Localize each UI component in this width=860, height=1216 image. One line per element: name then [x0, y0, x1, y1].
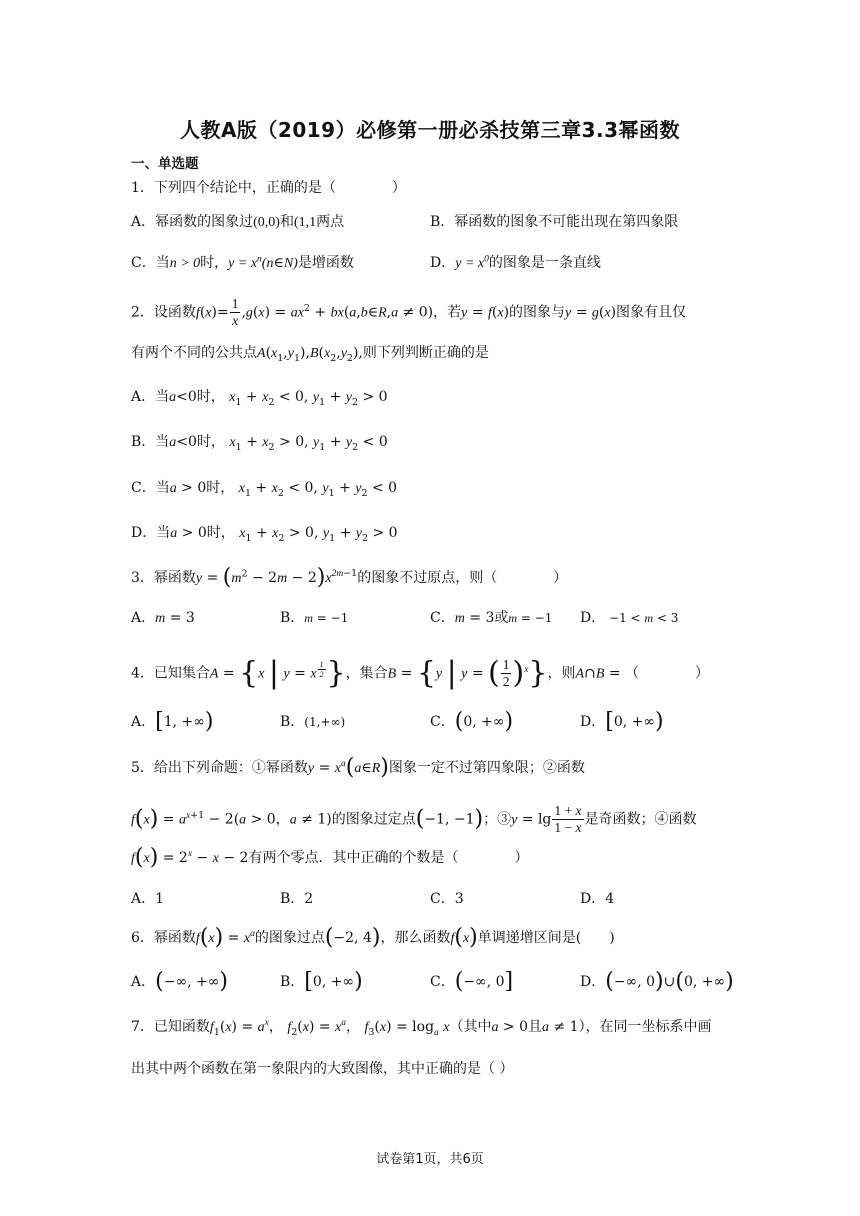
q5-option-b: B．2 [280, 891, 314, 907]
q5-option-a: A．1 [131, 891, 165, 907]
q3-option-d: D． −1 < m < 3 [580, 610, 679, 626]
q4-option-a: A．[1, +∞) [131, 709, 214, 734]
q2-stem: 2．设函数f(x)= $\frac{1}{x}$ $,g(x) = ax^2$ + bx(a,b∈R,a ≠ 0)，若y = f(x)的图象与y = g(x)图象有且仅 [131, 296, 687, 328]
q6-option-d: D．(−∞, 0)∪(0, +∞) [580, 969, 734, 994]
q1-stem: 1．下列四个结论中，正确的是（ ） [131, 180, 406, 196]
q1-option-a: A．幂函数的图象过(0,0)和(1,1两点 [131, 214, 345, 230]
q4-option-d: D．[0, +∞) [580, 709, 664, 734]
q1-option-b: B．幂函数的图象不可能出现在第四象限 [430, 214, 679, 230]
q5-option-c: C．3 [430, 891, 464, 907]
q2-option-b: B．当a<0时， $x_1 + x_2 > 0$, $y_1 + y_2 < 0$ [131, 434, 388, 453]
page-footer: 试卷第1页，共6页 [376, 1152, 484, 1167]
q5-stem-line2: $f(x) = a^{x+1} - 2(a > 0$，a ≠ 1)的图象过定点(−1, −1)；③y = lg $\frac{1 + x}{1 - x}$ 是奇函数；④函数 [131, 803, 697, 835]
q5-option-d: D．4 [580, 891, 615, 907]
q6-option-b: B．[0, +∞) [280, 969, 363, 994]
q3-option-a: A．m = 3 [131, 610, 195, 626]
q4-option-b: B．(1,+∞) [280, 714, 346, 730]
q2-option-a: A．当a<0时， $x_1 + x_2 < 0$, $y_1 + y_2 > 0$ [131, 389, 388, 408]
q2-stem-line2: 有两个不同的公共点$A(x_1,y_1),B(x_2,y_2)$,则下列判断正确的是 [131, 345, 489, 364]
q6-stem: 6．幂函数$f(x) = x^a$的图象过点(−2, 4)，那么函数f(x)单调递增区间是( ) [131, 925, 615, 950]
q4-option-c: C．(0, +∞) [430, 709, 514, 734]
q7-stem-line2: 出其中两个函数在第一象限内的大致图像，其中正确的是（ ） [131, 1061, 514, 1077]
q7-stem-line1: 7．已知函数$f_1(x) = a^x$， $f_2(x) = x^a$， $f_3(x) = \log_a x$（其中a > 0且a ≠ 1），在同一坐标系中画 [131, 1018, 712, 1038]
section-heading: 一、单选题 [131, 156, 199, 172]
q2-option-d: D．当a > 0时， $x_1 + x_2 > 0$, $y_1 + y_2 > 0$ [131, 525, 398, 544]
q2-option-c: C．当a > 0时， $x_1 + x_2 < 0$, $y_1 + y_2 < 0$ [131, 480, 398, 499]
q6-option-a: A．(−∞, +∞) [131, 969, 228, 994]
page-title: 人教A版（2019）必修第一册必杀技第三章3.3幂函数 [179, 118, 681, 142]
q3-option-c: C．m = 3或m = −1 [430, 610, 553, 626]
q6-option-c: C．(−∞, 0] [430, 969, 514, 994]
q5-stem-line3: $f(x) = 2^x - x - 2$有两个零点．其中正确的个数是（ ） [131, 845, 529, 870]
q3-option-b: B．m = −1 [280, 610, 349, 626]
q1-option-c: C．当n > 0时，$y = x^n(n\in N)$是增函数 [131, 254, 354, 271]
q5-stem-line1: 5．给出下列命题：①幂函数$y = x^a(a\in R)$图象一定不过第四象限；②函数 [131, 755, 585, 780]
q4-stem: 4．已知集合A = {x | y = x $^{\frac{1}{2}}$ }，集合B = {y | y = ( $\frac{1}{2}$ )$^x$}，则A∩B = （ ） [131, 655, 710, 691]
q3-stem: 3．幂函数$y = (m^2 - 2m - 2)x^{2m-1}$的图象不过原点，则（ ） [131, 565, 568, 590]
q1-option-d: D．$y = x^0$的图象是一条直线 [430, 254, 601, 271]
